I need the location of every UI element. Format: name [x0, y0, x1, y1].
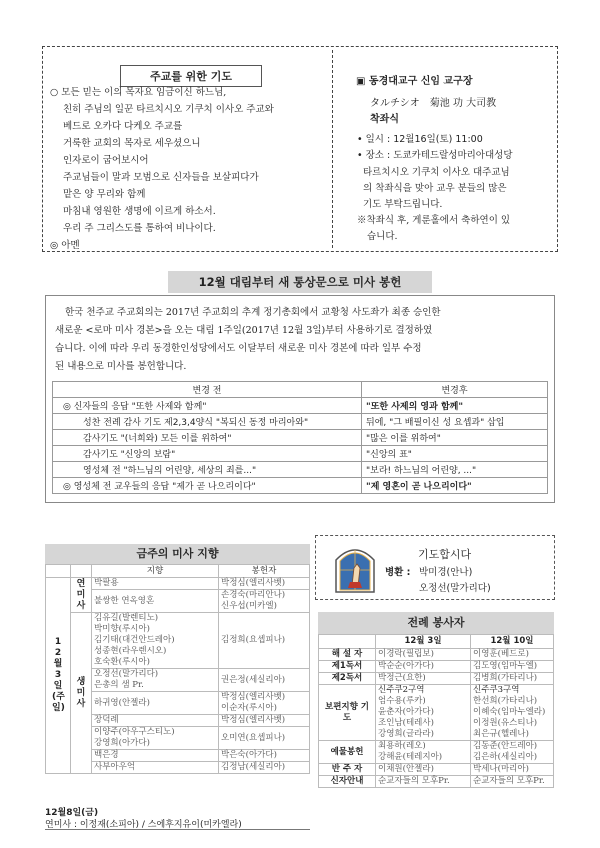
mass-intention: 백은경 — [92, 750, 219, 762]
liturgy-role: 제1독서 — [319, 661, 376, 673]
prayer-request-name: 박미경(안나) — [419, 567, 473, 578]
mass-intention: 하귀영(안젤라) — [92, 692, 219, 715]
prayer-line: 거룩한 교회의 목자로 세우셨으니 — [63, 138, 201, 149]
prayer-request-name: 오정선(말가리다) — [419, 583, 491, 594]
mass-intention: 박팔용 — [92, 578, 219, 590]
prayer-title: 주교를 위한 기도 — [120, 65, 262, 87]
change-before: ◎ 신자들의 응답 "또한 사제와 함께" — [53, 398, 362, 414]
change-after: "보라! 하느님의 어린양, ..." — [362, 462, 548, 478]
mass-footer-date: 12월8일(금) — [45, 808, 99, 818]
mass-date-col-head — [46, 565, 71, 578]
notice-paragraph: 한국 천주교 주교회의는 2017년 주교회의 추계 정기총회에서 교황청 사도좌가 최종 승인한 — [65, 307, 441, 318]
change-row — [53, 430, 548, 446]
prayer-line: 친히 주님의 일꾼 타르치시오 기쿠치 이사오 주교와 — [63, 104, 274, 115]
change-table-header — [53, 382, 548, 398]
liturgy-name: 순교자들의 모후Pr. — [471, 776, 554, 788]
change-row — [53, 398, 548, 414]
mass-intention: 오정선(말가리다) 은총의 샘 Pr. — [92, 669, 219, 692]
change-row — [53, 414, 548, 430]
change-before: 영성체 전 "하느님의 어린양, 세상의 죄를..." — [53, 462, 362, 478]
change-before: 감사기도 "신앙의 보람" — [53, 446, 362, 462]
event-subtitle: 착좌식 — [370, 114, 399, 125]
prayer-amen: ◎ 아멘 — [50, 240, 80, 251]
change-after: "또한 사제의 영과 함께" — [362, 398, 548, 414]
notice-paragraph: 새로운 <로마 미사 경본>을 오는 대림 1주일(2017년 12월 3일)부터 사용하기로 결정하였 — [55, 325, 433, 336]
change-after: "많은 이를 위하여" — [362, 430, 548, 446]
prayer-line: 맡은 양 무리와 함께 — [63, 189, 146, 200]
event-desc: 기도 부탁드립니다. — [363, 199, 443, 210]
mass-intention: 불쌍한 연옥영혼 — [92, 590, 219, 613]
prayer-line: ○ 모든 믿는 이의 목자요 임금이신 하느님, — [50, 87, 227, 98]
liturgy-name: 이경락(필립보) — [376, 649, 471, 661]
change-before: 성찬 전례 감사 기도 제2,3,4양식 "복되신 동정 마리아와" — [53, 414, 362, 430]
liturgy-name: 박순순(아가다) — [376, 661, 471, 673]
change-before: 감사기도 "(너희와) 모든 이를 위하여" — [53, 430, 362, 446]
mass-title: 금주의 미사 지향 — [45, 544, 310, 564]
mass-offerer: 박정심(엘리사벳) — [219, 578, 310, 590]
liturgy-name: 김동준(안드레아) 김은하(세실리아) — [471, 741, 554, 764]
notice-paragraph: 습니다. 이에 따라 우리 동경한인성당에서도 이달부터 새로운 미사 경본에 따라 일부 수정 — [55, 343, 422, 354]
liturgy-role-head — [319, 635, 376, 649]
liturgy-title: 전례 봉사자 — [318, 612, 554, 634]
mass-group-col-head — [71, 565, 92, 578]
mass-offerer: 박은숙(아가다) — [219, 750, 310, 762]
mass-group-label: 생미사 — [71, 613, 92, 774]
change-before: ◎ 영성체 전 교우들의 응답 "제가 곧 나으리이다" — [53, 478, 362, 494]
change-row — [53, 446, 548, 462]
prayer-request-label: 병환 : — [385, 567, 411, 578]
mass-offerer: 권은정(세실리아) — [219, 669, 310, 692]
prayer-line: 주교님들이 말과 모범으로 신자들을 보살피다가 — [63, 172, 259, 183]
prayer-line: 우리 주 그리스도를 통하여 비나이다. — [63, 223, 216, 234]
mass-offerer: 손경숙(마리안나) 신우섭(미카엘) — [219, 590, 310, 613]
mass-intention: 사부아우억 — [92, 762, 219, 774]
liturgy-role: 예물봉헌 — [319, 741, 376, 764]
liturgy-name: 신주쿠3구역 한선희(가타리나) 이혜숙(임마누엘라) 이정원(유스티나) 최은규(헬레나) — [471, 685, 554, 741]
event-title: ▣ 동경대교구 신임 교구장 — [356, 76, 473, 87]
mass-offerer: 오미연(요셉피나) — [219, 727, 310, 750]
liturgy-role: 해 설 자 — [319, 649, 376, 661]
event-desc: 의 착좌식을 맞아 교우 분들의 많은 — [363, 183, 507, 194]
mass-offerer: 박정심(엘리사벳) — [219, 715, 310, 727]
mass-intention: 장덕례 — [92, 715, 219, 727]
mass-footer-rule — [45, 829, 310, 830]
mass-group-label: 연미사 — [71, 578, 92, 613]
liturgy-name: 박정근(요한) — [376, 673, 471, 685]
event-name-jp: タルチシオ 菊池 功 大司教 — [370, 98, 497, 109]
liturgy-name: 최용하(레오) 강해윤(테레지아) — [376, 741, 471, 764]
change-after: "신앙의 표" — [362, 446, 548, 462]
liturgy-name: 박세나(마리아) — [471, 764, 554, 776]
mass-date-label: 12월3일(주일) — [46, 578, 71, 774]
event-place: • 장소 : 도쿄카테드랄성마리아대성당 — [357, 150, 513, 161]
mass-intention: 김유길(발렌티노) 박미향(루시아) 김기태(대건안드레아) 성종현(라우렌시오) 호숙환(루시아) — [92, 613, 219, 669]
col-before: 변경 전 — [53, 382, 362, 398]
liturgy-col-date2: 12월 10일 — [471, 635, 554, 649]
liturgy-name: 신주쿠2구역 엄수용(루카) 윤춘자(아가다) 조인남(테레사) 강영희(글라라) — [376, 685, 471, 741]
liturgy-name: 순교자들의 모후Pr. — [376, 776, 471, 788]
change-row — [53, 462, 548, 478]
top-box-divider — [332, 50, 333, 248]
mass-table — [45, 564, 310, 774]
event-note: 습니다. — [367, 231, 398, 242]
mass-offerer: 박정심(엘리사벳) 이순자(루시아) — [219, 692, 310, 715]
change-after: "제 영혼이 곧 나으리이다" — [362, 478, 548, 494]
prayer-line: 베드로 오카다 다케오 주교를 — [63, 121, 183, 132]
liturgy-name: 김도영(임마누엘) — [471, 661, 554, 673]
event-date: • 일시 : 12월16일(토) 11:00 — [357, 134, 483, 145]
col-after: 변경후 — [362, 382, 548, 398]
mass-intention: 이양주(아우구스티노) 강영희(아가다) — [92, 727, 219, 750]
prayer-request-title: 기도합시다 — [418, 548, 472, 561]
liturgy-role: 보편지향 기 도 — [319, 685, 376, 741]
mass-footer-line: 연미사 : 이정재(소피아) / 스에후지유이(미카엘라) — [45, 820, 242, 830]
mass-offerer: 김정희(요셉피나) — [219, 613, 310, 669]
notice-banner: 12월 대림부터 새 통상문으로 미사 봉헌 — [168, 271, 432, 293]
mass-col-intention: 지향 — [92, 565, 219, 578]
liturgy-name: 이영훈(베드로) — [471, 649, 554, 661]
liturgy-role: 제2독서 — [319, 673, 376, 685]
liturgy-col-date1: 12월 3일 — [376, 635, 471, 649]
event-note: ※착좌식 후, 게룬홀에서 축하연이 있 — [357, 215, 511, 226]
mass-col-offerer: 봉헌자 — [219, 565, 310, 578]
liturgy-name: 김병희(가타리나) — [471, 673, 554, 685]
change-after: 뒤에, "그 배필이신 성 요셉과" 삽입 — [362, 414, 548, 430]
change-row — [53, 478, 548, 494]
prayer-line: 인자로이 굽어보시어 — [63, 155, 149, 166]
praying-window-icon — [330, 542, 380, 594]
event-desc: 타르치시오 기쿠치 이사오 대주교님 — [363, 167, 510, 178]
liturgy-name: 이채원(안젤라) — [376, 764, 471, 776]
change-table — [52, 381, 548, 494]
liturgy-role: 반 주 자 — [319, 764, 376, 776]
liturgy-table — [318, 634, 554, 788]
mass-offerer: 김정남(세실리아) — [219, 762, 310, 774]
liturgy-role: 신자안내 — [319, 776, 376, 788]
prayer-line: 마침내 영원한 생명에 이르게 하소서. — [63, 206, 216, 217]
notice-paragraph: 된 내용으로 미사를 봉헌합니다. — [55, 361, 187, 372]
